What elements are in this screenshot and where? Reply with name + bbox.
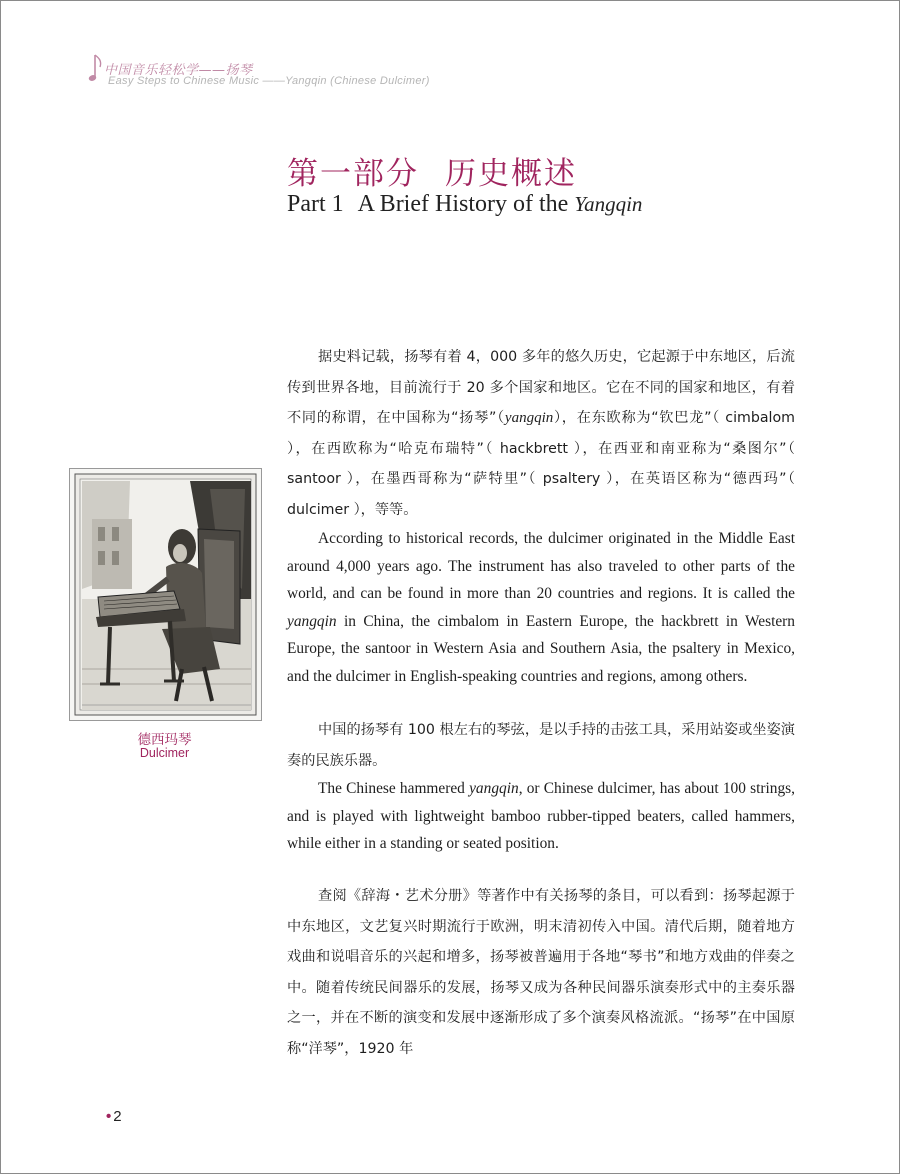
figure-caption-chinese: 德西玛琴 (137, 732, 192, 748)
chapter-title-english (287, 191, 642, 218)
paragraph-3-chinese: 查阅《辞海・艺术分册》等著作中有关扬琴的条目，可以看到：扬琴起源于中东地区，文艺复兴时期流行于欧洲，明末清初传入中国。清代后期，随着地方戏曲和说唱音乐的兴起和增多，扬琴被普遍用于各地“琴书”和地方戏曲的伴奏之中。随着传统民间器乐的发展，扬琴又成为各种民间器乐演奏形式中的主奏乐器之一，并在不断的演变和发展中逐渐形成了多个演奏风格流派。“扬琴”在中国原称“洋琴”，1920 年 (287, 888, 795, 1057)
p1-cn-italic: yangqin (504, 410, 554, 426)
chapter-part-cn: 第一部分 (287, 156, 419, 192)
paragraph-1-chinese (287, 342, 795, 525)
running-header-english: Easy Steps to Chinese Music ——Yangqin (Chinese Dulcimer) (108, 75, 430, 87)
paragraph-2-chinese: 中国的扬琴有 100 根左右的琴弦，是以手持的击弦工具，采用站姿或坐姿演奏的民族乐器。 (287, 722, 795, 769)
page-number (106, 1108, 122, 1125)
paragraph-1-english (287, 525, 795, 690)
p2-en-text-a: The Chinese hammered (318, 780, 470, 797)
p1-cn-text-a: 据史料记载，扬琴有着 4，000 多年的悠久历史，它起源于中东地区，后流传到世界各地，目前流行于 20 多个国家和地区。它在不同的国家和地区，有着不同的称谓，在中国称为“扬琴”（ (287, 349, 795, 426)
chapter-name-en: A Brief History of the (357, 191, 569, 217)
page-number-value: 2 (113, 1108, 122, 1125)
p1-en-text-b: in China, the cimbalom in Eastern Europe, the hackbrett in Western Europe, the santoor in Western Asia and Southern Asia, the psaltery in Mexico, and the dulcimer in English-speaking countries and regions, among others. (287, 612, 795, 685)
running-header-chinese: 中国音乐轻松学——扬琴 (104, 63, 253, 78)
paragraph-2-english (287, 775, 795, 858)
music-note-icon (88, 53, 104, 85)
p1-en-italic: yangqin (287, 612, 337, 630)
chapter-part-en: Part 1 (287, 191, 344, 217)
p2-en-italic: yangqin (469, 780, 519, 797)
page-number-dot: • (106, 1108, 112, 1125)
engraving-illustration (70, 469, 261, 720)
p1-cn-text-b: ），在东欧称为“钦巴龙”（ cimbalom ），在西欧称为“哈克布瑞特”（ hackbrett ），在西亚和南亚称为“桑图尔”（ santoor ），在墨西哥称为“萨特里”（ psaltery ），在英语区称为“德西玛”（ dulcimer ），等等。 (287, 410, 795, 518)
chapter-name-en-italic: Yangqin (574, 192, 643, 216)
p1-en-text-a: According to historical records, the dulcimer originated in the Middle East around 4,000 years ago. The instrument has also traveled to other parts of the world, and can be found in more than 20 countries and regions. It is called the (287, 530, 795, 602)
figure-caption-english: Dulcimer (139, 746, 190, 760)
dulcimer-engraving-image (69, 468, 262, 721)
chapter-title-chinese (287, 148, 577, 193)
p2-en-text-b: , or Chinese dulcimer, has about 100 strings, and is played with lightweight bamboo rubber-tipped beaters, called hammers, while either in a standing or seated position. (287, 780, 795, 852)
chapter-name-cn: 历史概述 (445, 156, 577, 192)
